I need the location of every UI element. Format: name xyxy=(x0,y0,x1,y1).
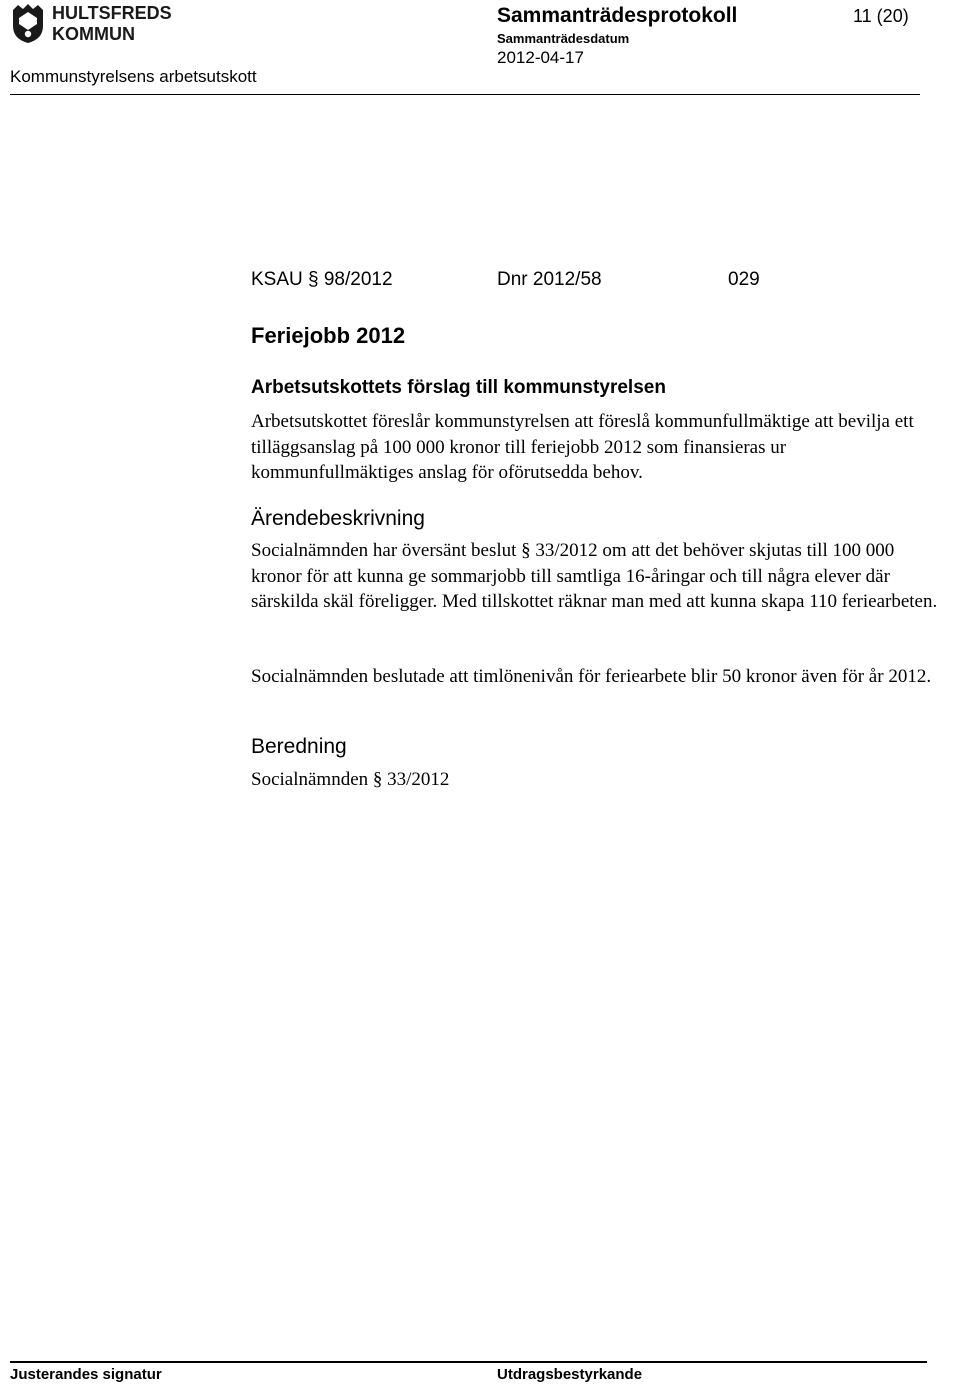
preparation-text: Socialnämnden § 33/2012 xyxy=(251,769,450,790)
logo-text-line2: KOMMUN xyxy=(52,24,135,44)
preparation-heading: Beredning xyxy=(251,735,347,758)
diary-number: Dnr 2012/58 xyxy=(497,269,602,290)
description-heading: Ärendebeskrivning xyxy=(251,507,425,530)
municipality-logo xyxy=(10,2,185,44)
case-title: Feriejobb 2012 xyxy=(251,323,406,348)
proposal-heading: Arbetsutskottets förslag till kommunstyrelsen xyxy=(251,377,666,398)
logo-text-line1: HULTSFREDS xyxy=(52,3,172,23)
document-title: Sammanträdesprotokoll xyxy=(497,4,738,27)
footer-divider xyxy=(10,1361,927,1363)
paragraph-number: KSAU § 98/2012 xyxy=(251,269,393,290)
committee-name: Kommunstyrelsens arbetsutskott xyxy=(10,67,257,86)
page-number: 11 (20) xyxy=(853,6,909,26)
coat-of-arms-icon xyxy=(13,4,43,43)
description-paragraph-2: Socialnämnden beslutade att timlönenivån för feriearbete blir 50 kronor även för år 2012. xyxy=(251,666,932,687)
archive-code: 029 xyxy=(728,269,760,290)
proposal-text: Arbetsutskottet föreslår kommunstyrelsen att föreslå kommunfullmäktige att bevilja ett tilläggsanslag på 100 000 kronor till feriejobb 2012 som finansieras ur kommunfullmäktiges anslag för oförutsedda behov. xyxy=(251,411,914,483)
signature-label: Justerandes signatur xyxy=(10,1366,162,1383)
certification-label: Utdragsbestyrkande xyxy=(497,1366,643,1383)
description-paragraph-1: Socialnämnden har översänt beslut § 33/2012 om att det behöver skjutas till 100 000 kronor för att kunna ge sommarjobb till samtliga 16-åringar och till några elever där särskilda skäl föreligger. Med tillskottet räknar man med att kunna skapa 110 feriearbeten. xyxy=(251,540,938,612)
header-divider xyxy=(10,94,920,95)
case-reference-row xyxy=(251,269,760,291)
meeting-date-value: 2012-04-17 xyxy=(497,48,584,67)
meeting-date-label: Sammanträdesdatum xyxy=(497,31,630,46)
